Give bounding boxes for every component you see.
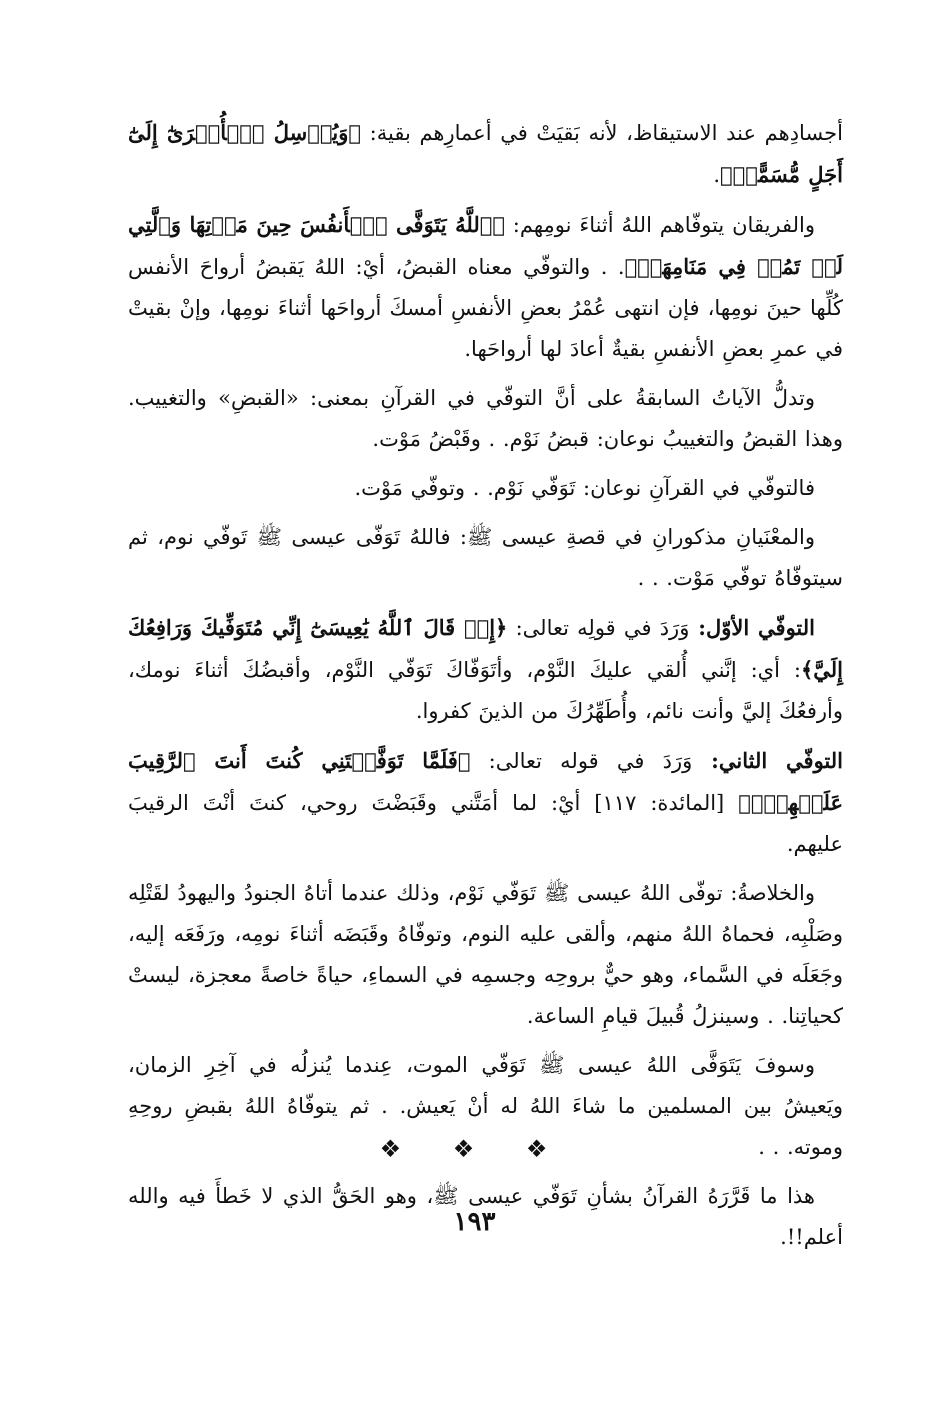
emphasized-text: ﴿إِذۡ قَالَ ٱللَّهُ يَٰعِيسَىٰٓ إِنِّي مُتَوَفِّيكَ وَرَافِعُكَ إِلَيَّ﴾ — [128, 615, 843, 682]
emphasized-text: ﴿ٱللَّهُ يَتَوَفَّى ٱلۡأَنفُسَ حِينَ مَوۡتِهَا وَٱلَّتِي لَمۡ تَمُتۡ فِي مَنَامِهَاۖ﴾ — [128, 212, 843, 279]
page-number: ١٩٣ — [453, 1207, 496, 1237]
body-text: وتدلُّ الآياتُ السابقةُ على أنَّ التوفّي في القرآنِ بمعنى: «القبضِ» والتغييب. وهذا القبضُ والتغييبُ نوعان: قبضُ نَوْم. . وقَبْضُ مَوْت. — [128, 386, 843, 451]
body-text: والفريقان يتوفّاهم اللهُ أثناءَ نومِهم: — [504, 213, 815, 237]
body-text: . — [713, 163, 721, 187]
body-text: والمعْنَيانِ مذكورانِ في قصةِ عيسى ﷺ: فاللهُ تَوَفّى عيسى ﷺ تَوفّي نوم، ثم سيتوفّاهُ توفّي مَوْت. . . — [128, 525, 843, 590]
paragraph — [128, 740, 843, 865]
paragraph — [128, 517, 843, 599]
body-text: وسوفَ يَتَوَفَّى اللهُ عيسى ﷺ تَوَفّي الموت، عِندما يُنزلُه في آخِرِ الزمان، ويَعيشُ بين المسلمين ما شاءَ اللهُ له أنْ يَعيش. . ثم يتوفّاهُ اللهُ بقبضِ روحِهِ وموته. . . — [128, 1053, 843, 1159]
body-text: وَرَدَ في قوله تعالى: — [470, 749, 693, 773]
body-text: . . والتوفّي معناه القبضُ، أيْ: اللهُ يَقبضُ أرواحَ الأنفس كُلِّها حينَ نومِها، فإن انتهى عُمْرُ بعضِ الأنفسِ أمسكَ أرواحَها أثناءَ نومِها، وإنْ بقيتْ في عمرِ بعضِ الأنفسِ بقيةٌ أعادَ لها أرواحَها. — [128, 255, 843, 361]
paragraph — [128, 112, 843, 196]
body-text: وَرَدَ في قولِه تعالى: — [507, 616, 690, 640]
body-text: [المائدة: ١١٧] أيْ: لما أمَتَّني وقَبَضْتَ روحي، كنتَ أنْتَ الرقيبَ عليهم. — [128, 791, 843, 856]
body-text: فالتوفّي في القرآنِ نوعان: تَوَفّي نَوْم. . وتوفّي مَوْت. — [354, 476, 815, 500]
page-body — [128, 112, 843, 1352]
emphasized-text: التوفّي الأوّل: — [689, 615, 815, 640]
body-text: هذا ما قَرَّرَهُ القرآنُ بشأنِ تَوَفّي عيسى ﷺ، وهو الحَقُّ الذي لا خَطأَ فيه والله أعلم!!. — [128, 1184, 843, 1249]
emphasized-text: التوفّي الثاني: — [692, 748, 843, 773]
paragraph — [128, 607, 843, 732]
paragraph — [128, 378, 843, 460]
body-text: : أي: إنَّني أُلقي عليكَ النَّوْم، وأتَوَفّاكَ تَوَفّي النَّوْم، وأقبضُكَ أثناءَ نومك، وأرفعُكَ إليَّ وأنت نائم، وأُطَهِّرُكَ من الذينَ كفروا. — [128, 658, 843, 723]
emphasized-text: ﴿فَلَمَّا تَوَفَّيۡتَنِي كُنتَ أَنتَ ٱلرَّقِيبَ عَلَيۡهِمۡۚ﴾ — [128, 748, 844, 815]
emphasized-text: ﴿وَيُرۡسِلُ ٱلۡأُخۡرَىٰٓ إِلَىٰٓ أَجَلٍ مُّسَمًّىۚ﴾ — [128, 120, 843, 187]
paragraph — [128, 204, 843, 370]
body-text: أجسادِهم عند الاستيقاظ، لأنه بَقيَتْ في أعمارِهم بقية: — [361, 121, 843, 145]
section-divider-ornament: ❖ ❖ ❖ — [379, 1135, 570, 1163]
paragraph — [128, 468, 843, 509]
body-text: والخلاصةُ: توفّى اللهُ عيسى ﷺ تَوَفّي نَوْم، وذلك عندما أتاهُ الجنودُ واليهودُ لقَتْلِه وصَلْبِه، فحماهُ اللهُ منهم، وألقى عليه النوم، وتوفّاهُ وقَبَضَه أثناءَ نومِه، ورَفَعَه إليه، وجَعَلَه في السَّماء، وهو حيٌّ بروحِه وجسمِه في السماءِ، حياةً خاصةً معجزة، ليستْ كحياتِنا. . وسينزلُ قُبيلَ قيامِ الساعة. — [128, 881, 843, 1028]
paragraph — [128, 873, 843, 1037]
